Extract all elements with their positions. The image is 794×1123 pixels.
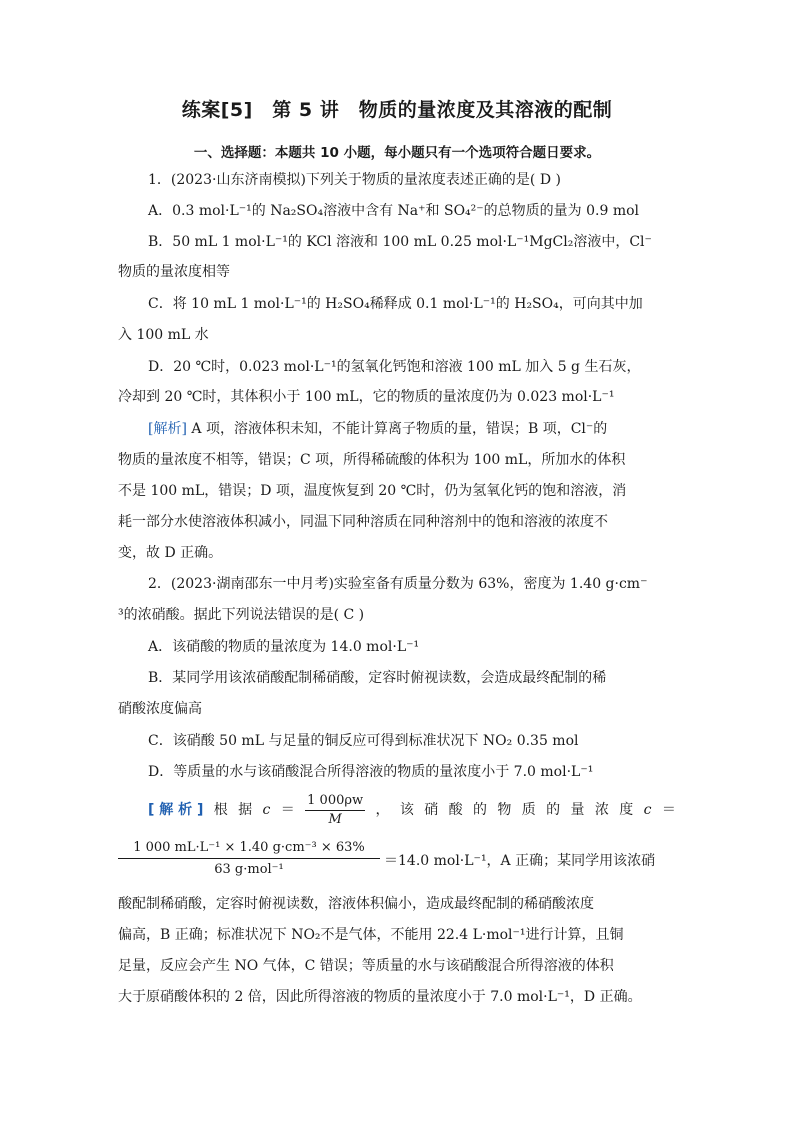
density-formula-numerator: 1 000ρw	[305, 792, 365, 811]
analysis-word: 浓	[594, 802, 609, 818]
q1-option-b-line2: 物质的量浓度相等	[118, 264, 230, 280]
analysis-word: 根	[213, 802, 228, 818]
q2-analysis-line5: 大于原硝酸体积的 2 倍，因此所得溶液的物质的量浓度小于 7.0 mol·L⁻¹，D 正确。	[118, 989, 642, 1005]
analysis-word: 酸	[448, 802, 463, 818]
q2-option-c: C．该硝酸 50 mL 与足量的铜反应可得到标准状况下 NO₂ 0.35 mol	[148, 733, 579, 749]
q2-analysis-line4: 足量，反应会产生 NO 气体，C 错误；等质量的水与该硝酸混合所得溶液的体积	[118, 958, 614, 974]
q1-analysis-line1	[148, 419, 607, 439]
analysis-word: 该	[399, 802, 414, 818]
q1-analysis-line2: 物质的量浓度不相等，错误；C 项，所得稀硫酸的体积为 100 mL，所加水的体积	[118, 452, 626, 468]
analysis-word: 硝	[424, 802, 439, 818]
q2-option-d: D．等质量的水与该硝酸混合所得溶液的物质的量浓度小于 7.0 mol·L⁻¹	[148, 764, 594, 780]
analysis-word: c	[262, 802, 271, 818]
q1-option-c-line2: 入 100 mL 水	[118, 327, 209, 343]
calculation-numerator: 1 000 mL·L⁻¹ × 1.40 g·cm⁻³ × 63%	[118, 838, 380, 859]
analysis-word: 的	[546, 802, 561, 818]
q2-analysis-line2: 酸配制稀硝酸，定容时俯视读数，溶液体积偏小，造成最终配制的稀硝酸浓度	[118, 896, 594, 912]
q1-option-d-line2: 冷却到 20 ℃时，其体积小于 100 mL，它的物质的量浓度仍为 0.023 mol·L⁻¹	[118, 389, 615, 405]
density-formula	[305, 792, 365, 829]
q1-analysis-text1: A 项，溶液体积未知，不能计算离子物质的量，错误；B 项，Cl⁻的	[191, 421, 608, 437]
page-title: 练案[5] 第 5 讲 物质的量浓度及其溶液的配制	[181, 99, 613, 121]
q1-analysis-line3: 不是 100 mL，错误；D 项，温度恢复到 20 ℃时，仍为氢氧化钙的饱和溶液，消	[118, 483, 627, 499]
q1-stem: 1．(2023·山东济南模拟)下列关于物质的量浓度表述正确的是( D )	[148, 172, 561, 188]
q2-stem-line1: 2．(2023·湖南邵东一中月考)实验室备有质量分数为 63%，密度为 1.40 g·cm⁻	[148, 576, 648, 592]
q1-option-b-line1: B．50 mL 1 mol·L⁻¹的 KCl 溶液和 100 mL 0.25 mol·L⁻¹MgCl₂溶液中，Cl⁻	[148, 234, 652, 250]
section-heading: 一、选择题：本题共 10 小题，每小题只有一个选项符合题日要求。	[193, 145, 601, 161]
q2-option-b-line2: 硝酸浓度偏高	[118, 701, 202, 717]
analysis-word: 质	[521, 802, 536, 818]
q1-option-a: A．0.3 mol·L⁻¹的 Na₂SO₄溶液中含有 Na⁺和 SO₄²⁻的总物质的量为 0.9 mol	[148, 203, 640, 219]
analysis-word: ＝	[661, 802, 676, 818]
analysis-word: 量	[570, 802, 585, 818]
q1-analysis-line5: 变，故 D 正确。	[118, 545, 223, 561]
q1-analysis-line4: 耗一部分水使溶液体积减小，同温下同种溶质在同种溶剂中的饱和溶液的浓度不	[118, 514, 608, 530]
q2-stem-line2: ³的浓硝酸。据此下列说法错误的是( C )	[118, 607, 365, 623]
analysis-word: 物	[497, 802, 512, 818]
q2-option-a: A．该硝酸的物质的量浓度为 14.0 mol·L⁻¹	[148, 639, 420, 655]
concentration-calculation	[118, 838, 380, 881]
calculation-denominator: 63 g·mol⁻¹	[214, 862, 284, 877]
q2-analysis-line3: 偏高，B 正确；标准状况下 NO₂不是气体，不能用 22.4 L·mol⁻¹进行计算，且铜	[118, 927, 624, 943]
density-formula-denominator: M	[328, 811, 342, 827]
q2-option-b-line1: B．某同学用该浓硝酸配制稀硝酸，定容时俯视读数，会造成最终配制的稀	[148, 670, 607, 686]
q2-analysis-line1	[148, 790, 676, 830]
analysis-word: c	[643, 802, 652, 818]
analysis-tag: [解析]	[148, 421, 187, 437]
q1-option-c-line1: C．将 10 mL 1 mol·L⁻¹的 H₂SO₄稀释成 0.1 mol·L⁻¹的 H₂SO₄，可向其中加	[148, 296, 643, 312]
analysis-word: ，	[375, 802, 390, 818]
analysis-word: 度	[619, 802, 634, 818]
q2-analysis-after-fraction: ＝14.0 mol·L⁻¹，A 正确；某同学用该浓硝	[384, 853, 656, 869]
analysis-word: ＝	[280, 802, 295, 818]
analysis-tag: [ 解 析 ]	[148, 802, 204, 818]
analysis-word: 的	[473, 802, 488, 818]
analysis-word: 据	[238, 802, 253, 818]
q1-option-d-line1: D．20 ℃时，0.023 mol·L⁻¹的氢氧化钙饱和溶液 100 mL 加入 5 g 生石灰，	[148, 359, 641, 375]
